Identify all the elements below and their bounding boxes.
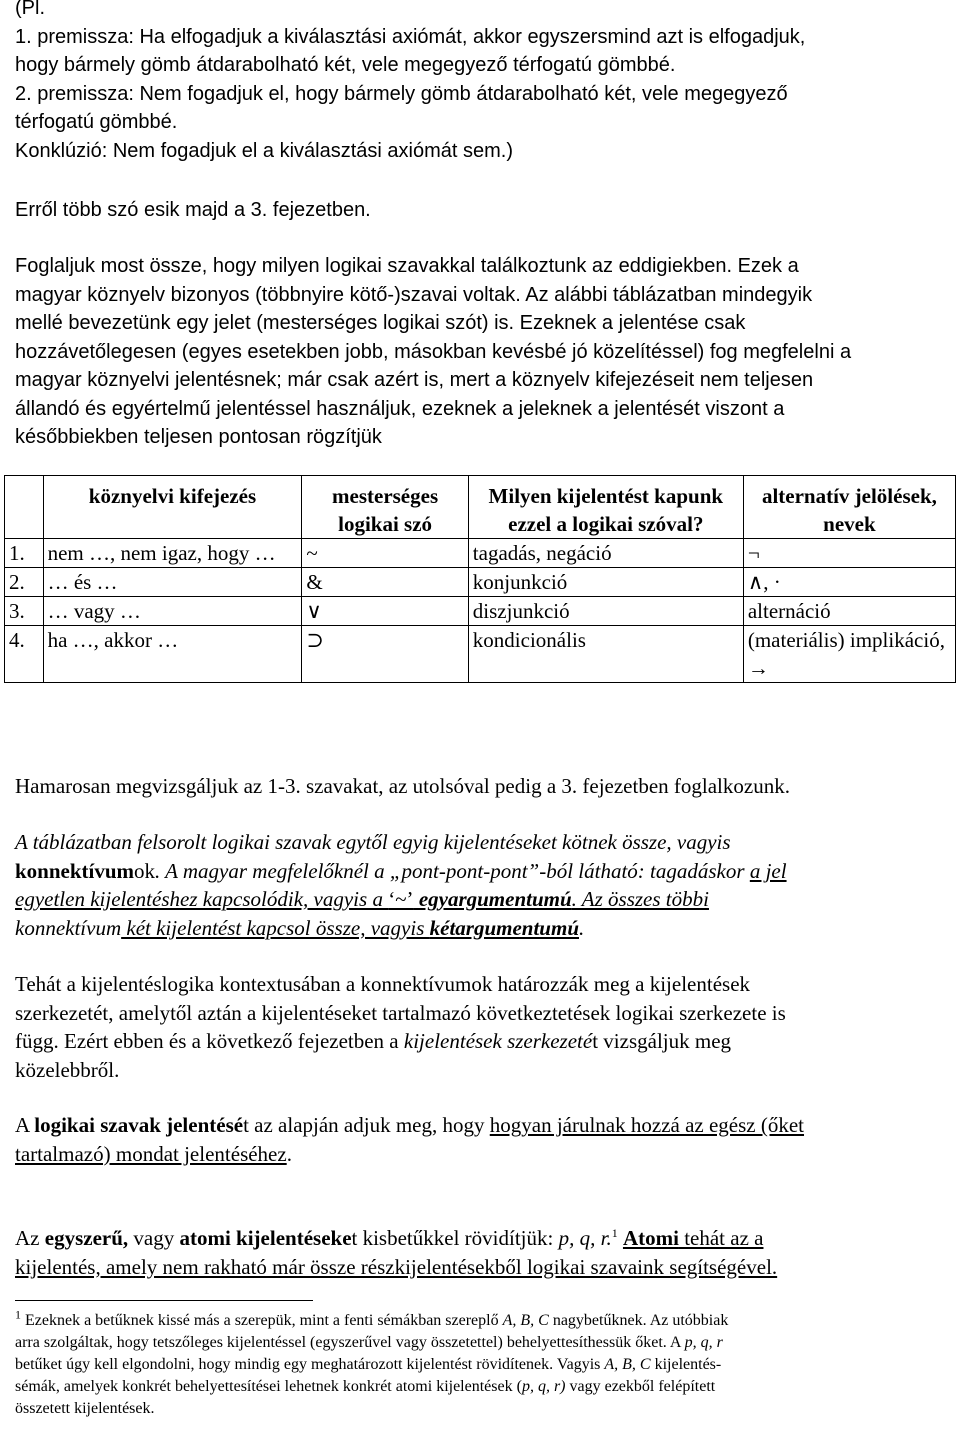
summary-line: hozzávetőlegesen (egyes esetekben jobb, másokban kevésbé jó közelítéssel) fog megfelelni a — [15, 340, 852, 363]
meaning-text: . — [286, 1141, 292, 1166]
table-row — [5, 568, 956, 597]
table-row — [5, 597, 956, 626]
connectives-line — [15, 885, 945, 914]
connectives-text: . Az összes többi — [571, 887, 709, 911]
underlined-text: tartalmazó) mondat jelentéséhez — [15, 1141, 287, 1166]
footnote-line — [15, 1307, 945, 1332]
italic-term: A, B, C — [502, 1312, 549, 1329]
footnote-line — [15, 1398, 945, 1420]
italic-term: kijelentések szerkezeté — [403, 1029, 593, 1053]
structure-text: függ. Ezért ebben és a következő fejezetben a — [15, 1029, 404, 1053]
bold-term: logikai szavak jelentésé — [34, 1113, 244, 1137]
row-symbol: ~ — [302, 539, 468, 568]
summary-line: magyar köznyelvi jelentésnek; már csak azért is, mert a köznyelv kifejezéseit nem teljesen — [15, 369, 814, 391]
footnote-divider — [15, 1300, 313, 1301]
chapter-reference: Erről több szó esik majd a 3. fejezetben. — [15, 199, 371, 221]
row-num: 4. — [5, 626, 44, 683]
summary-line: Foglaljuk most össze, hogy milyen logikai szavakkal találkoztunk az eddigiekben. Ezek a — [15, 255, 799, 277]
italic-term: A, B, C — [604, 1356, 651, 1373]
row-symbol: ⊃ — [302, 626, 468, 683]
row-num: 3. — [5, 597, 44, 626]
underlined-text: kijelentés, amely nem rakható már össze részkijelentésekből logikai szavaink segítségével. — [15, 1254, 778, 1279]
intro-line: Konklúzió: Nem fogadjuk el a kiválasztási axiómát sem.) — [15, 139, 513, 162]
intro-line: 1. premissza: Ha elfogadjuk a kiválasztási axiómát, akkor egyszersmind azt is elfogadjuk, — [15, 25, 806, 48]
footnote-line — [15, 1376, 945, 1398]
term-egyargumentumu: egyargumentumú — [413, 887, 572, 911]
summary-line: magyar köznyelv bizonyos (többnyire kötő-)szavai voltak. Az alábbi táblázatban mindegyik — [15, 283, 813, 306]
italic-term: p, q, r) — [521, 1378, 566, 1395]
intro-line: térfogatú gömbbé. — [15, 111, 178, 133]
meaning-text: t az alapján adjuk meg, hogy — [243, 1113, 490, 1137]
structure-line: Tehát a kijelentéslogika kontextusában a konnektívumok határozzák meg a kijelentések — [15, 972, 751, 996]
tilde-symbol: ‘~’ — [388, 887, 414, 911]
italic-term: p, q, r — [684, 1334, 723, 1351]
row-num: 2. — [5, 568, 44, 597]
row-alternative: alternáció — [743, 597, 955, 626]
row-alternative: ∧, · — [743, 568, 955, 597]
summary-line: állandó és egyértelmű jelentéssel használjuk, ezeknek a jeleknek a jelentését viszont a — [15, 397, 785, 420]
connectives-line: A táblázatban felsorolt logikai szavak egytől egyig kijelentéseket kötnek össze, vagyis — [15, 830, 731, 854]
underlined-text: hogyan járulnak hozzá az egész (őket — [489, 1113, 805, 1137]
underlined-text: egyetlen kijelentéshez kapcsolódik, vagyis a — [15, 887, 389, 911]
structure-line — [15, 1027, 945, 1056]
connectives-paragraph — [15, 828, 945, 942]
footnote-text: arra szolgáltak, hogy tetszőleges kijelentéssel (egyszerűvel vagy összetettel) behelyettesíthessük őket. A — [15, 1334, 685, 1351]
row-symbol: & — [302, 568, 468, 597]
bold-term: atomi kijelentéseke — [179, 1226, 352, 1250]
row-num: 1. — [5, 539, 44, 568]
atomic-text: vagy — [128, 1226, 180, 1250]
row-meaning: kondicionális — [468, 626, 743, 683]
row-expression: … vagy … — [43, 597, 302, 626]
footnote-marker[interactable]: 1 — [611, 1226, 618, 1240]
footnote-text: nagybetűknek. Az utóbbiak — [548, 1312, 729, 1329]
summary-line: későbbiekben teljesen pontosan rögzítjük — [15, 426, 382, 448]
row-alternative: ¬ — [743, 539, 955, 568]
connectives-text: . — [579, 915, 585, 940]
atomic-text: Az — [15, 1226, 45, 1250]
connectives-line — [15, 857, 945, 886]
intro-line: hogy bármely gömb átdarabolható két, vele megegyező térfogatú gömbbé. — [15, 54, 676, 76]
structure-text: t vizsgáljuk meg — [592, 1029, 732, 1053]
atomic-paragraph — [15, 1224, 945, 1281]
row-expression: nem …, nem igaz, hogy … — [43, 539, 302, 568]
summary-line: mellé bevezetünk egy jelet (mesterséges logikai szót) is. Ezeknek a jelentése csak — [15, 312, 746, 334]
meaning-line — [15, 1111, 945, 1140]
footnote-text: Ezeknek a betűknek kissé más a szerepük, mint a fenti sémákban szereplő — [21, 1312, 503, 1329]
row-meaning: tagadás, negáció — [468, 539, 743, 568]
footnote-line — [15, 1354, 945, 1376]
term-ketargumentumu: kétargumentumú — [429, 915, 579, 940]
footnote-text: vagy ezekből felépített — [565, 1378, 716, 1395]
connectives-line — [15, 914, 945, 943]
header-alternative: alternatív jelölések, nevek — [743, 476, 955, 539]
summary-paragraph — [15, 252, 945, 452]
footnote-line — [15, 1332, 945, 1354]
after-table-text: Hamarosan megvizsgáljuk az 1-3. szavakat, az utolsóval pedig a 3. fejezetben foglalkozunk. — [15, 774, 790, 798]
structure-line: szerkezetét, amelytől aztán a kijelentéseket tartalmazó következtetések logikai szerkezete is — [15, 1000, 786, 1025]
header-symbol: mesterséges logikai szó — [302, 476, 468, 539]
meaning-line — [15, 1140, 945, 1169]
connectives-table — [4, 475, 956, 683]
structure-line: közelebbről. — [15, 1057, 120, 1082]
row-alternative: (materiális) implikáció, → — [743, 626, 955, 683]
underlined-text: a jel — [749, 858, 787, 883]
term-suffix: ok — [134, 858, 156, 883]
intro-example — [15, 0, 945, 165]
atomic-text: t kisbetűkkel rövidítjük: — [351, 1226, 559, 1250]
table-header-row — [5, 476, 956, 539]
header-num — [5, 476, 44, 539]
row-symbol: ∨ — [302, 597, 468, 626]
row-meaning: konjunkció — [468, 568, 743, 597]
table-row — [5, 539, 956, 568]
bold-term: Atomi — [622, 1226, 679, 1250]
structure-paragraph — [15, 970, 945, 1084]
intro-line: 2. premissza: Nem fogadjuk el, hogy bármely gömb átdarabolható két, vele megegyező — [15, 82, 788, 105]
connectives-text: konnektívum — [15, 915, 122, 940]
meaning-text: A — [15, 1113, 35, 1137]
underlined-text: tehát az a — [678, 1226, 764, 1250]
footnote-text: összetett kijelentések. — [15, 1400, 155, 1417]
meaning-paragraph — [15, 1111, 945, 1168]
header-expression: köznyelvi kifejezés — [43, 476, 302, 539]
row-meaning: diszjunkció — [468, 597, 743, 626]
row-expression: ha …, akkor … — [43, 626, 302, 683]
italic-term: p, q, r. — [558, 1226, 612, 1250]
intro-line: (Pl. — [15, 0, 45, 19]
connectives-text: . A magyar megfelelőknél a „pont-pont-pont”-ból látható: tagadáskor — [155, 858, 750, 883]
footnote-text: betűket úgy kell elgondolni, hogy mindig egy meghatározott kijelentést rövidítenek. Vagyis — [15, 1356, 605, 1373]
footnote-text: sémák, amelyek konkrét behelyettesítései lehetnek konkrét atomi kijelentések ( — [15, 1378, 522, 1395]
atomic-line — [15, 1224, 945, 1253]
footnote — [15, 1307, 945, 1420]
underlined-text: két kijelentést kapcsol össze, vagyis — [121, 915, 430, 940]
after-table-note — [15, 772, 945, 801]
footnote-text: kijelentés- — [650, 1356, 722, 1373]
intro-reference — [15, 196, 945, 225]
term-konnektivum: konnektívum — [15, 858, 135, 883]
bold-term: egyszerű, — [44, 1226, 129, 1250]
table-row — [5, 626, 956, 683]
row-expression: … és … — [43, 568, 302, 597]
header-meaning: Milyen kijelentést kapunk ezzel a logikai szóval? — [468, 476, 743, 539]
footnote-number: 1 — [15, 1307, 21, 1322]
